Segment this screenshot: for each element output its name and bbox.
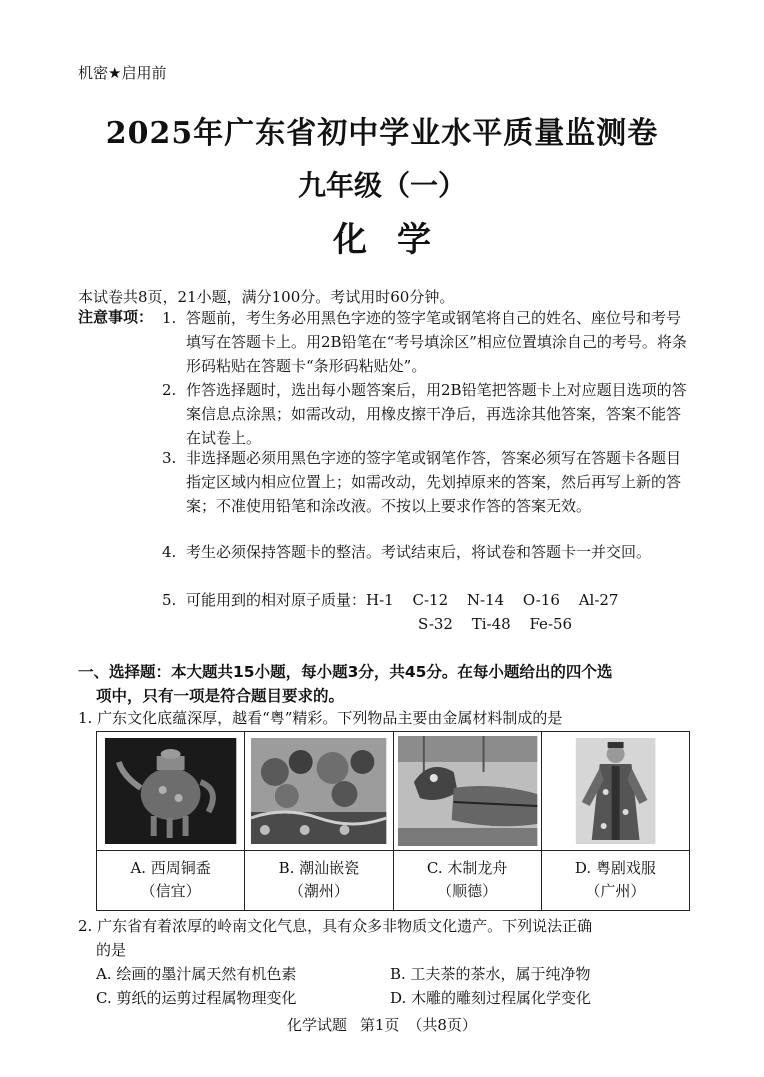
notice-item-4: [162, 540, 694, 564]
notice-item-text: 答题前，考生务必用黑色字迹的签字笔或钢笔将自己的姓名、座位号和考号填写在答题卡上。用2B铅笔在“考号填涂区”相应位置填涂自己的考号。将条形码粘贴在答题卡“条形码粘贴处”。: [186, 309, 687, 375]
atomic-masses-line1: H-1 C-12 N-14 O-16 Al-27: [366, 591, 619, 609]
option-d-cell[interactable]: [542, 732, 689, 910]
question-2-stem: [78, 914, 698, 962]
atomic-masses-label: 可能用到的相对原子质量：: [186, 591, 367, 609]
footer-subject: 化学试题: [287, 1016, 348, 1034]
option-c-cell[interactable]: [394, 732, 542, 910]
section-heading-line2: 项中，只有一项是符合题目要求的。: [96, 687, 345, 705]
question-2-stem-line2: 的是: [96, 941, 127, 959]
question-2-option-a[interactable]: A. 绘画的墨汁属天然有机色素: [96, 965, 297, 983]
notice-item-number: 4.: [162, 543, 177, 561]
notice-item-number: 1.: [162, 309, 177, 327]
notice-item-1: [162, 306, 694, 378]
option-a-label: A. 西周铜盉: [130, 859, 211, 877]
notice-item-text: 作答选择题时，选出每小题答案后，用2B铅笔把答题卡上对应题目选项的答案信息点涂黑；如需改动，用橡皮擦干净后，再选涂其他答案，答案不能答在试卷上。: [186, 381, 687, 447]
option-b-label: B. 潮汕嵌瓷: [278, 859, 360, 877]
option-b-cell[interactable]: [245, 732, 393, 910]
bronze-vessel-photo: [97, 732, 244, 851]
option-a-cell[interactable]: [97, 732, 245, 910]
dragon-boat-photo: [394, 732, 541, 851]
footer-total: （共8页）: [407, 1016, 477, 1034]
confidential-mark: 机密★启用前: [78, 64, 167, 82]
atomic-masses: [162, 588, 702, 636]
notice-item-text: 非选择题必须用黑色字迹的签字笔或钢笔作答，答案必须写在答题卡各题目指定区域内相应位置上；如需改动，先划掉原来的答案，然后再写上新的答案；不准使用铅笔和涂改液。不按以上要求作答的答案无效。: [186, 449, 682, 515]
notice-item-2: [162, 378, 694, 450]
exam-title: 2025年广东省初中学业水平质量监测卷: [105, 116, 659, 151]
inlaid-porcelain-photo: [245, 732, 392, 851]
notice-item-number: 2.: [162, 381, 177, 399]
question-2-option-b[interactable]: B. 工夫茶的茶水，属于纯净物: [390, 965, 591, 983]
notice-item-3: [162, 446, 694, 518]
notice-label: 注意事项：: [78, 308, 154, 326]
question-1-stem: 1. 广东文化底蕴深厚，越看“粤”精彩。下列物品主要由金属材料制成的是: [78, 709, 563, 727]
option-b-place: （潮州）: [288, 882, 349, 900]
notice-item-text: 考生必须保持答题卡的整洁。考试结束后，将试卷和答题卡一并交回。: [186, 543, 652, 561]
option-a-place: （信宜）: [140, 882, 201, 900]
grade-title: 九年级（一）: [297, 169, 466, 202]
notice-item-number: 3.: [162, 449, 177, 467]
option-d-place: （广州）: [585, 882, 646, 900]
question-1-image-table: [96, 731, 690, 911]
question-2-option-d[interactable]: D. 木雕的雕刻过程属化学变化: [390, 989, 592, 1007]
exam-intro: 本试卷共8页，21小题，满分100分。考试用时60分钟。: [78, 288, 455, 306]
section-heading-line1: 一、选择题：本大题共15小题，每小题3分，共45分。在每小题给出的四个选: [78, 663, 613, 681]
notice-item-number: 5.: [162, 591, 177, 609]
option-d-label: D. 粤剧戏服: [574, 859, 656, 877]
section-heading: [78, 660, 694, 708]
question-2-stem-line1: 2. 广东省有着浓厚的岭南文化气息，具有众多非物质文化遗产。下列说法正确: [78, 917, 593, 935]
option-c-place: （顺德）: [437, 882, 498, 900]
subject-title: 化学: [333, 220, 461, 260]
option-c-label: C. 木制龙舟: [426, 859, 508, 877]
page-footer: [0, 1014, 764, 1035]
question-2-option-c[interactable]: C. 剪纸的运剪过程属物理变化: [96, 989, 297, 1007]
opera-costume-photo: [542, 732, 689, 851]
footer-page: 第1页: [359, 1016, 400, 1034]
atomic-masses-line2: S-32 Ti-48 Fe-56: [418, 615, 573, 633]
